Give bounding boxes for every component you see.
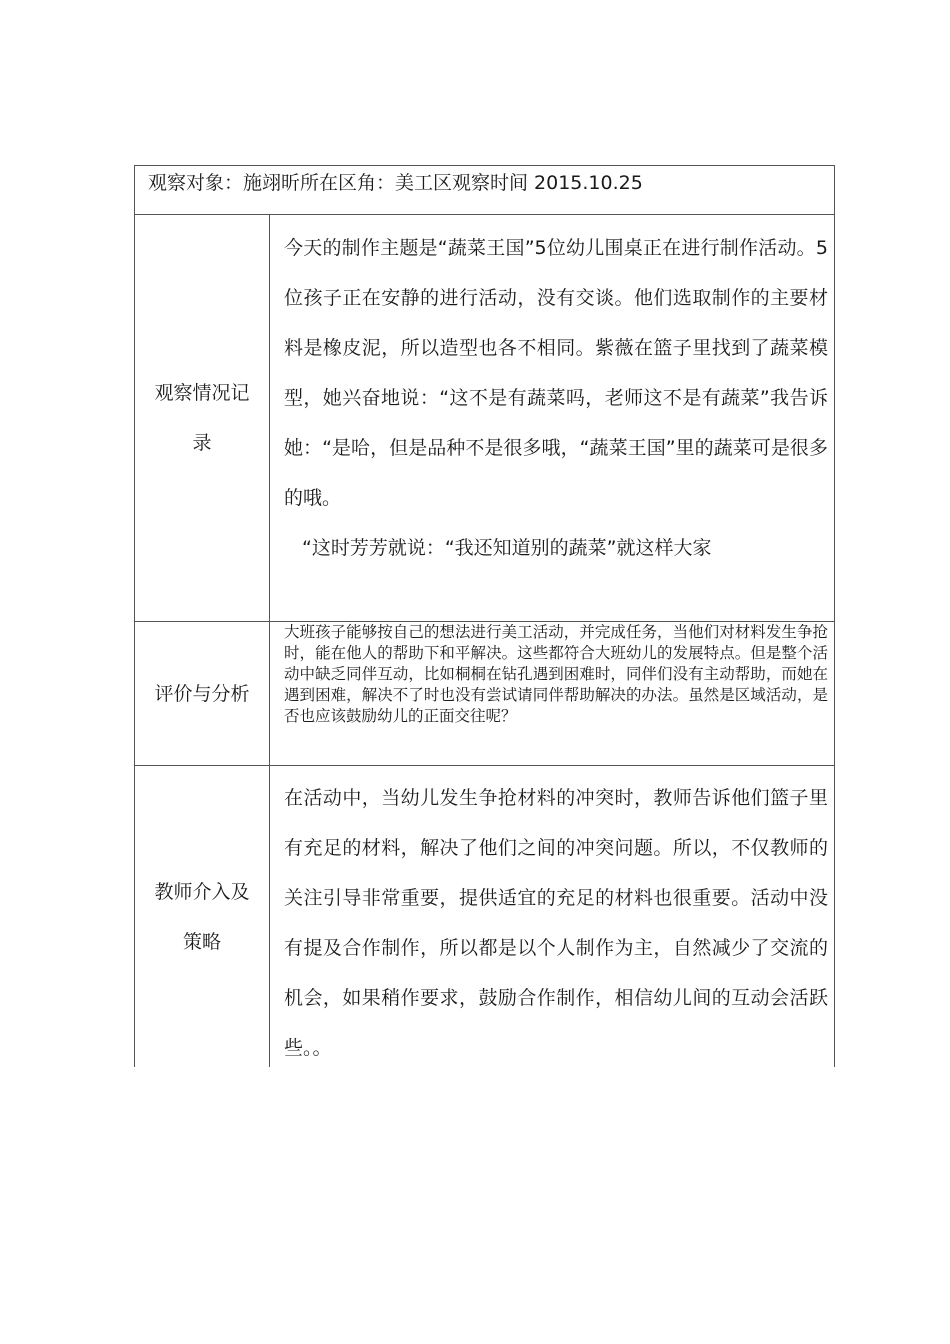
record-content-cell: [284, 223, 828, 621]
teacher-content-cell: [284, 773, 828, 1067]
observation-header: 观察对象：施翊昕所在区角：美工区观察时间 2015.10.25: [148, 172, 643, 194]
teacher-label-cell: [135, 766, 269, 1067]
column-divider: [269, 214, 270, 1067]
record-label: 观察情况记录: [154, 382, 250, 454]
table-border-top: [134, 165, 835, 166]
record-label-cell: [135, 215, 269, 621]
teacher-text: 在活动中，当幼儿发生争抢材料的冲突时，教师告诉他们篮子里有充足的材料，解决了他们之间的冲突问题。所以，不仅教师的关注引导非常重要，提供适宜的充足的材料也很重要。活动中没有提及合作制作，所以都是以个人制作为主，自然减少了交流的机会，如果稍作要求，鼓励合作制作，相信幼儿间的互动会活跃些。。: [284, 787, 828, 1059]
teacher-label: 教师介入及策略: [154, 880, 250, 953]
evaluation-content-cell: [284, 622, 828, 765]
evaluation-label: 评价与分析: [154, 682, 250, 705]
record-continuation-text: “这时芳芳就说：“我还知道别的蔬菜”就这样大家: [302, 537, 712, 559]
evaluation-label-cell: [135, 622, 269, 765]
table-border-right: [834, 165, 835, 1067]
evaluation-text: 大班孩子能够按自己的想法进行美工活动，并完成任务，当他们对材料发生争抢时，能在他人的帮助下和平解决。这些都符合大班幼儿的发展特点。但是整个活动中缺乏同伴互动，比如桐桐在钻孔遇到困难时，同伴们没有主动帮助，而她在遇到困难，解决不了时也没有尝试请同伴帮助解决的办法。虽然是区域活动，是否也应该鼓励幼儿的正面交往呢？: [284, 623, 828, 725]
record-text: 今天的制作主题是“蔬菜王国”5位幼儿围桌正在进行制作活动。5位孩子正在安静的进行活动，没有交谈。他们选取制作的主要材料是橡皮泥，所以造型也各不相同。紫薇在篮子里找到了蔬菜模型，她兴奋地说：“这不是有蔬菜吗，老师这不是有蔬菜”我告诉她：“是哈，但是品种不是很多哦，“蔬菜王国”里的蔬菜可是很多的哦。: [284, 237, 828, 509]
